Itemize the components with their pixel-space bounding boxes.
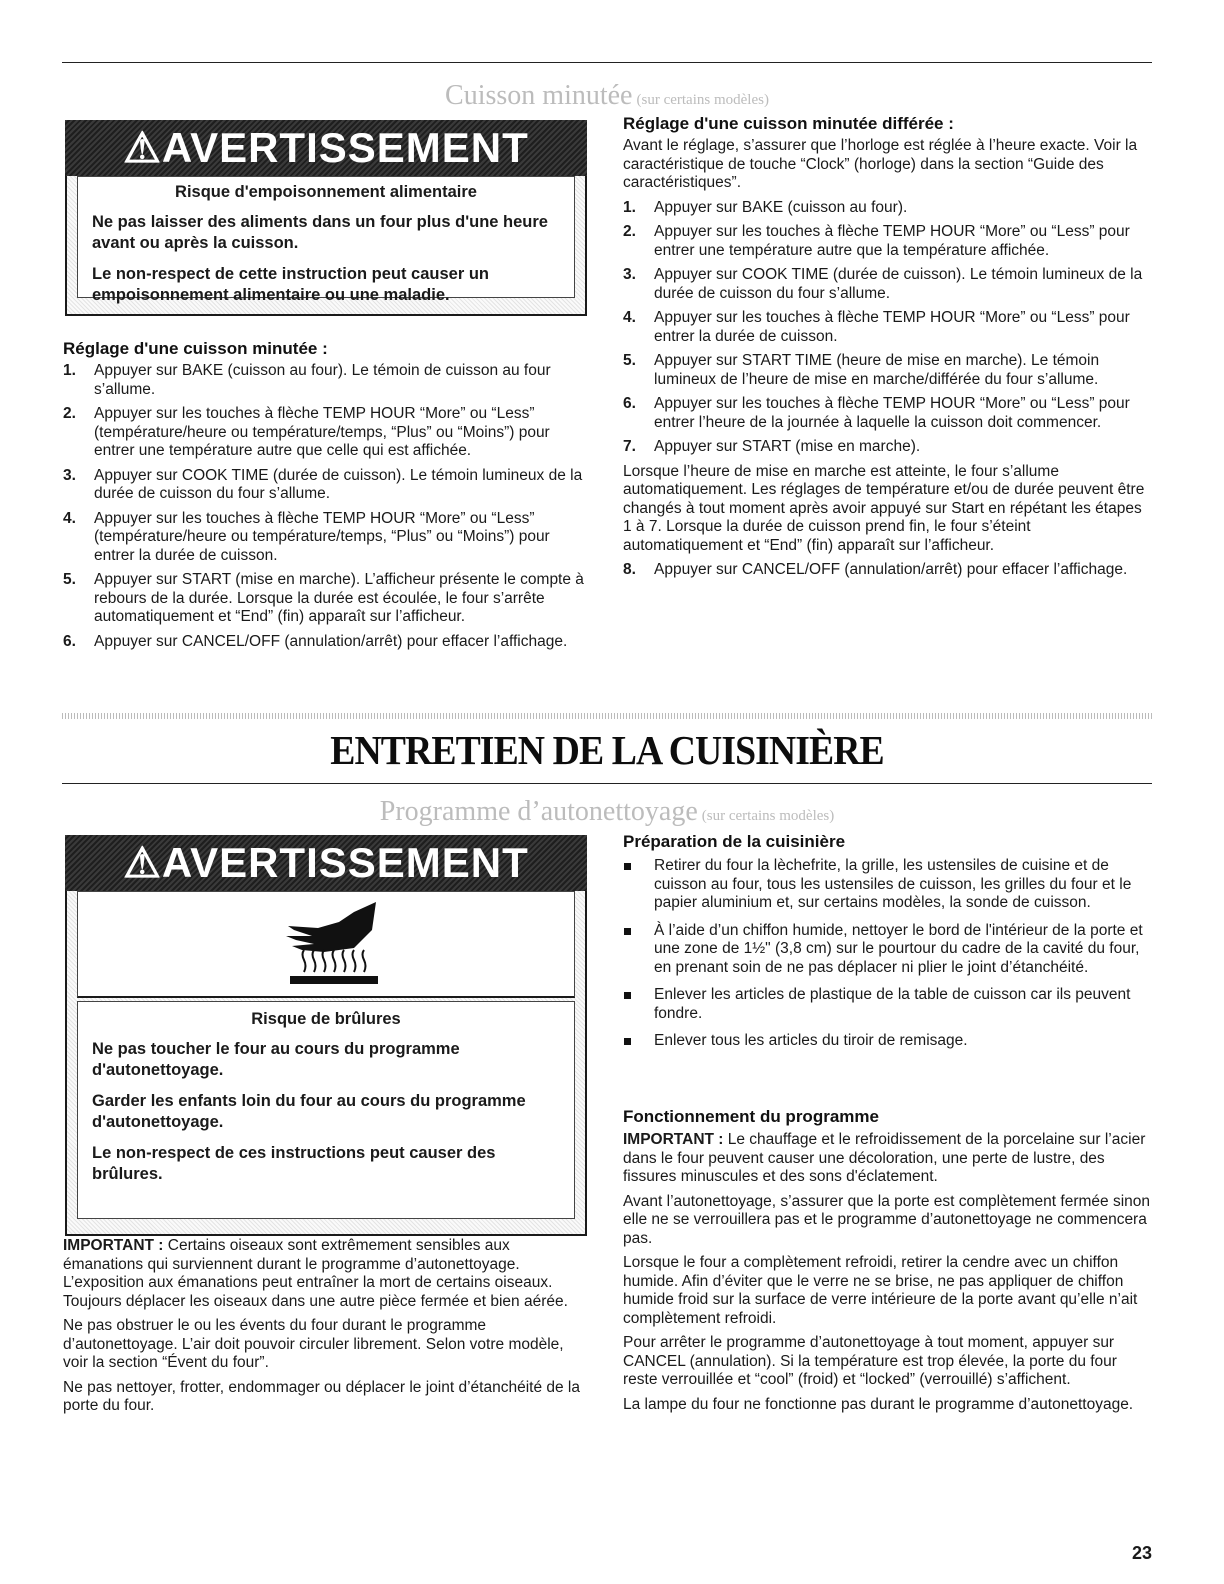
step-item: 5. Appuyer sur START (mise en marche). L’afficheur présente le compte à rebours de la durée. Lorsque la durée est écoulée, le four s’arrête automatiquement et “End” (fin) apparaît sur l’afficheur.: [63, 571, 584, 625]
main-title: ENTRETIEN DE LA CUISINIÈRE: [330, 727, 884, 773]
warning-box-burn: [65, 835, 587, 1236]
heading-delayed-timed-cooking: Réglage d'une cuisson minutée différée :: [623, 114, 954, 133]
heading-timed-cooking: Réglage d'une cuisson minutée :: [63, 339, 328, 358]
warning-statement: Ne pas laisser des aliments dans un four plus d'une heure avant ou après la cuisson.: [92, 213, 548, 252]
warning-header: ⚠AVERTISSEMENT: [65, 835, 587, 891]
step-item: 6. Appuyer sur CANCEL/OFF (annulation/arrêt) pour effacer l’affichage.: [63, 632, 568, 650]
page-number: 23: [1131, 1543, 1152, 1563]
bullet-square-icon: [624, 1038, 631, 1045]
warning-risk: Risque d'empoisonnement alimentaire: [175, 183, 477, 201]
bullet-item: Retirer du four la lèchefrite, la grille, les ustensiles de cuisine et de cuisson au four, tous les ustensiles de cuisson, les grilles du four et le papier aluminium et, sur certains modèles, la sonde de cuisson.: [623, 857, 1153, 913]
warning-body: [77, 1001, 575, 1219]
timed-cooking-steps: [63, 362, 588, 657]
paragraph: La lampe du four ne fonctionne pas durant le programme d’autonettoyage.: [623, 1395, 1134, 1413]
warning-statement: Ne pas toucher le four au cours du programme d'autonettoyage.: [92, 1040, 460, 1079]
section-title-self-clean: Programme d’autonettoyage (sur certains modèles): [379, 796, 835, 827]
step-item: 5. Appuyer sur START TIME (heure de mise en marche). Le témoin lumineux de l’heure de mise en marche/différée du four s’allume.: [623, 352, 1100, 388]
warning-statement: Le non-respect de ces instructions peut causer des brûlures.: [92, 1144, 496, 1183]
bullet-item: Enlever les articles de plastique de la table de cuisson car ils peuvent fondre.: [623, 986, 1153, 1023]
step-item: 2. Appuyer sur les touches à flèche TEMP HOUR “More” ou “Less” (température/heure ou température/temps, “Plus” ou “Moins”) pour entrer une température autre que celle qui est affichée.: [63, 405, 550, 459]
hot-surface-hand-icon: [284, 900, 384, 990]
step-item: 3. Appuyer sur COOK TIME (durée de cuisson). Le témoin lumineux de la durée de cuisson du four s’allume.: [623, 266, 1143, 302]
step-item: 7. Appuyer sur START (mise en marche).: [623, 438, 921, 455]
step-item: 6. Appuyer sur les touches à flèche TEMP HOUR “More” ou “Less” pour entrer l’heure de la journée à laquelle la cuisson doit commencer.: [623, 395, 1130, 431]
bullet-square-icon: [624, 928, 631, 935]
heading-program-operation: Fonctionnement du programme: [623, 1107, 879, 1126]
paragraph: Pour arrêter le programme d’autonettoyage à tout moment, appuyer sur CANCEL (annulation). Si la température est trop élevée, la porte du four reste verrouillée et “cool” (froid) et “locked” (verrouillé) s’affichent.: [623, 1334, 1117, 1388]
step-item: 1. Appuyer sur BAKE (cuisson au four). Le témoin de cuisson au four s’allume.: [63, 362, 551, 398]
warning-box-food-poisoning: [65, 120, 587, 316]
heading-range-preparation: Préparation de la cuisinière: [623, 832, 846, 851]
paragraph: Ne pas obstruer le ou les évents du four durant le programme d’autonettoyage. L’air doit pouvoir circuler librement. Selon votre modèle, voir la section “Évent du four”.: [63, 1317, 564, 1371]
warning-statement: Garder les enfants loin du four au cours du programme d'autonettoyage.: [92, 1092, 526, 1131]
middle-paragraph: Lorsque l’heure de mise en marche est atteinte, le four s’allume automatiquement. Les réglages de température et/ou de durée peuvent être changés à tout moment après avoir appuyé sur Start en répétant les étapes 1 à 7. Lorsque la durée de cuisson prend fin, le four s’éteint automatiquement et “End” (fin) apparaît sur l’afficheur.: [623, 462, 1145, 554]
bullet-square-icon: [624, 863, 631, 870]
warning-body: [77, 176, 575, 304]
step-item: 3. Appuyer sur COOK TIME (durée de cuisson). Le témoin lumineux de la durée de cuisson du four s’allume.: [63, 466, 583, 502]
preparation-list: [623, 857, 1153, 1060]
warning-risk: Risque de brûlures: [251, 1010, 401, 1028]
warning-statement: Le non-respect de cette instruction peut causer un empoisonnement alimentaire ou une maladie.: [92, 265, 489, 304]
bullet-square-icon: [624, 992, 631, 999]
step-item: 1. Appuyer sur BAKE (cuisson au four).: [623, 198, 908, 216]
warning-header: ⚠AVERTISSEMENT: [65, 120, 587, 176]
intro-paragraph: Avant le réglage, s’assurer que l’horloge est réglée à l’heure exacte. Voir la caractéristique de touche “Clock” (horloge) dans la section “Guide des caractéristiques”.: [623, 137, 1138, 191]
title-rule: [62, 783, 1152, 784]
paragraph: Avant l’autonettoyage, s’assurer que la porte est complètement fermée sinon elle ne se verrouillera pas et le programme d’autonettoyage ne commencera pas.: [623, 1192, 1151, 1247]
step-item: 4. Appuyer sur les touches à flèche TEMP HOUR “More” ou “Less” pour entrer la durée de cuisson.: [623, 309, 1130, 345]
operation-content: [623, 1131, 1153, 1420]
section-title-timed-cooking: Cuisson minutée (sur certains modèles): [445, 80, 769, 111]
paragraph: Ne pas nettoyer, frotter, endommager ou déplacer le joint d’étanchéité de la porte du four.: [63, 1378, 580, 1414]
step-item: 2. Appuyer sur les touches à flèche TEMP HOUR “More” ou “Less” pour entrer une température autre que la température affichée.: [623, 223, 1130, 259]
section-divider: [62, 713, 1152, 719]
paragraph: Lorsque le four a complètement refroidi, retirer la cendre avec un chiffon humide. Afin d’éviter que le verre ne se brise, ne pas appliquer de chiffon humide froid sur la surface de verre intérieure de la porte avant qu’elle n’ait complètement refroidi.: [623, 1254, 1138, 1327]
self-clean-left-content: [63, 1237, 588, 1422]
important-paragraph: IMPORTANT : Le chauffage et le refroidissement de la porcelaine sur l’acier dans le four peuvent causer une décoloration, une perte de lustre, des fissures minuscules et des sons d'éclatement.: [623, 1131, 1146, 1185]
burn-hazard-pictogram-panel: [77, 891, 575, 998]
top-rule: [62, 62, 1152, 63]
important-paragraph: IMPORTANT : Certains oiseaux sont extrêmement sensibles aux émanations qui surviennent durant le programme d’autonettoyage. L’exposition aux émanations peut entraîner la mort de certains oiseaux. Toujours déplacer les oiseaux dans une autre pièce fermée et bien aérée.: [63, 1237, 568, 1310]
delayed-cooking-content: [623, 137, 1153, 586]
step-item: 4. Appuyer sur les touches à flèche TEMP HOUR “More” ou “Less” (température/heure ou température/temps, “Plus” ou “Moins”) pour entrer la durée de cuisson.: [63, 509, 550, 564]
bullet-item: Enlever tous les articles du tiroir de remisage.: [623, 1032, 1153, 1051]
step-item: 8. Appuyer sur CANCEL/OFF (annulation/arrêt) pour effacer l’affichage.: [623, 561, 1128, 578]
bullet-item: À l’aide d’un chiffon humide, nettoyer le bord de l'intérieur de la porte et une zone de 1½" (3,8 cm) sur le pourtour du cadre de la cavité du four, en prenant soin de ne pas déplacer ni plier le joint d’étanchéité.: [623, 922, 1153, 978]
